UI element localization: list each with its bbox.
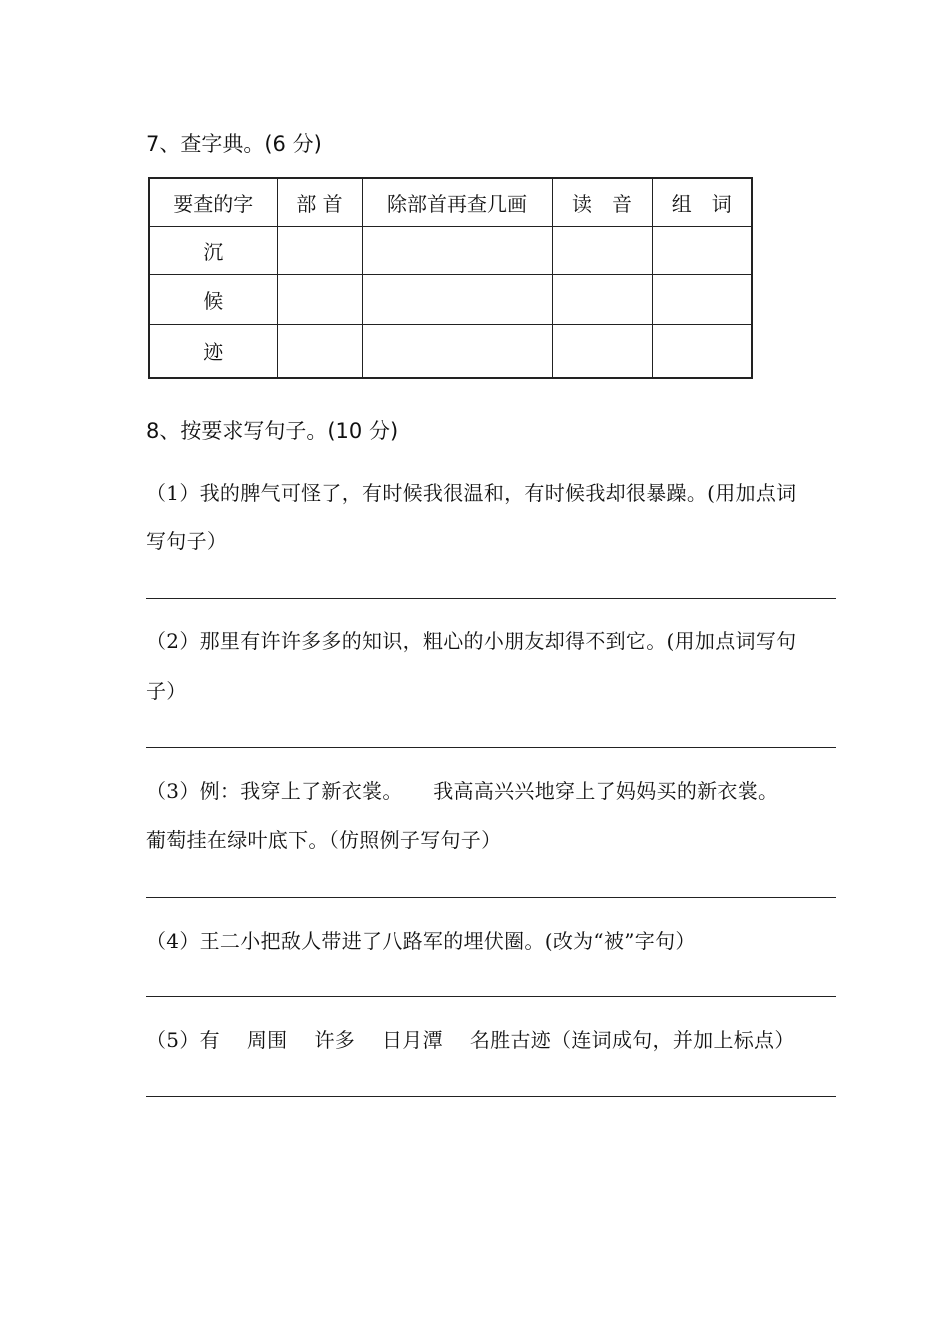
question-3-text: （3）例：我穿上了新衣裳。 我高高兴兴地穿上了妈妈买的新衣裳。 bbox=[146, 779, 779, 803]
char-cell: 沉 bbox=[149, 226, 277, 274]
table-row bbox=[149, 324, 752, 378]
dictionary-table bbox=[148, 177, 753, 379]
answer-cell[interactable] bbox=[652, 226, 752, 274]
table-row bbox=[149, 274, 752, 324]
answer-cell[interactable] bbox=[652, 274, 752, 324]
char-cell: 候 bbox=[149, 274, 277, 324]
question-3-text-cont: 葡萄挂在绿叶底下。（仿照例子写句子） bbox=[146, 828, 502, 852]
answer-cell[interactable] bbox=[277, 226, 362, 274]
answer-cell[interactable] bbox=[552, 324, 652, 378]
answer-cell[interactable] bbox=[277, 324, 362, 378]
answer-cell[interactable] bbox=[362, 226, 552, 274]
answer-line-4[interactable] bbox=[146, 996, 836, 997]
header-cell: 组 词 bbox=[652, 178, 752, 226]
header-cell: 部 首 bbox=[277, 178, 362, 226]
answer-cell[interactable] bbox=[552, 274, 652, 324]
answer-line-5[interactable] bbox=[146, 1096, 836, 1097]
answer-cell[interactable] bbox=[652, 324, 752, 378]
header-cell: 除部首再查几画 bbox=[362, 178, 552, 226]
section-8-title: 8、按要求写句子。(10 分) bbox=[146, 419, 399, 443]
header-cell: 读 音 bbox=[552, 178, 652, 226]
question-2-text: （2）那里有许许多多的知识，粗心的小朋友却得不到它。(用加点词写句 bbox=[146, 629, 797, 653]
table-header-row bbox=[149, 178, 752, 226]
question-2-text-cont: 子） bbox=[146, 679, 187, 703]
question-4-text: （4）王二小把敌人带进了八路军的埋伏圈。(改为“被”字句） bbox=[146, 929, 696, 953]
question-5-text: （5）有 周围 许多 日月潭 名胜古迹（连词成句，并加上标点） bbox=[146, 1028, 795, 1052]
answer-line-2[interactable] bbox=[146, 747, 836, 748]
answer-cell[interactable] bbox=[362, 324, 552, 378]
table-row bbox=[149, 226, 752, 274]
char-cell: 迹 bbox=[149, 324, 277, 378]
answer-cell[interactable] bbox=[277, 274, 362, 324]
question-1-text-cont: 写句子） bbox=[146, 529, 228, 553]
header-cell: 要查的字 bbox=[149, 178, 277, 226]
answer-cell[interactable] bbox=[362, 274, 552, 324]
section-7-title: 7、查字典。(6 分) bbox=[146, 132, 322, 156]
answer-cell[interactable] bbox=[552, 226, 652, 274]
answer-line-3[interactable] bbox=[146, 897, 836, 898]
answer-line-1[interactable] bbox=[146, 598, 836, 599]
question-1-text: （1）我的脾气可怪了，有时候我很温和，有时候我却很暴躁。(用加点词 bbox=[146, 481, 797, 505]
